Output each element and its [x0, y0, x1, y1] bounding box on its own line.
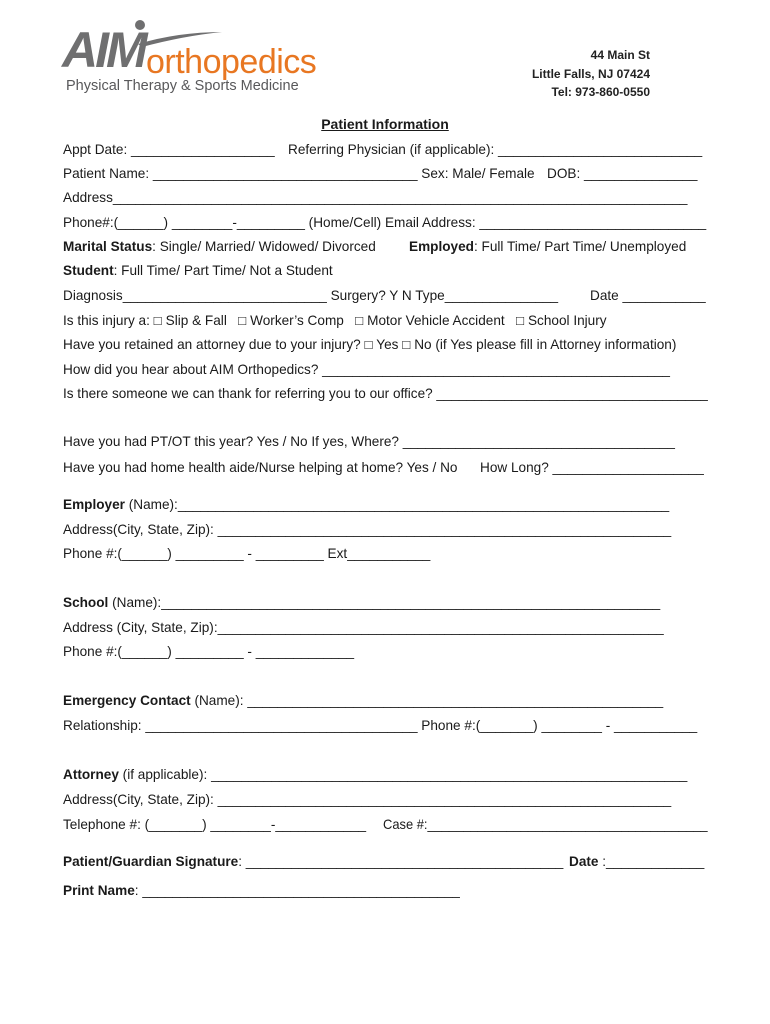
- attorney-telephone-field[interactable]: Telephone #: (_______) ________-____________: [63, 817, 367, 832]
- aim-orthopedics-logo: [62, 22, 322, 100]
- employer-phone-field[interactable]: Phone #:(______) _________ - _________ Ext___________: [63, 546, 431, 561]
- employer-name-field[interactable]: Employer (Name):_________________________________________________________________: [63, 497, 670, 512]
- emergency-contact-name-field[interactable]: Emergency Contact (Name): _______________________________________________________: [63, 693, 664, 708]
- home-health-aide-field[interactable]: Have you had home health aide/Nurse helping at home? Yes / No: [63, 460, 458, 475]
- school-phone-field[interactable]: Phone #:(______) _________ - _____________: [63, 644, 355, 659]
- employed-field[interactable]: [409, 239, 686, 254]
- marital-status-label: Marital Status: [63, 239, 153, 254]
- marital-status-field[interactable]: [63, 239, 376, 254]
- logo-aim-text: AIM: [62, 22, 145, 78]
- logo-orthopedics-text: orthopedics: [146, 43, 317, 81]
- address-street: 44 Main St: [590, 48, 650, 62]
- address-city: Little Falls, NJ 07424: [531, 66, 650, 81]
- phone-email-field[interactable]: Phone#:(______) ________-_________ (Home/Cell) Email Address: ______________________________: [63, 215, 707, 230]
- surgery-date-field[interactable]: Date ___________: [590, 288, 706, 303]
- how-long-field[interactable]: How Long? ____________________: [480, 460, 704, 475]
- injury-type-checkboxes[interactable]: Is this injury a: □ Slip & Fall □ Worker’s Comp □ Motor Vehicle Accident □ School Injury: [63, 313, 607, 328]
- marital-status-options: : Single/ Married/ Widowed/ Divorced: [152, 239, 376, 254]
- attorney-retained-checkboxes[interactable]: Have you retained an attorney due to your injury? □ Yes □ No (if Yes please fill in Attorney information): [63, 337, 677, 352]
- patient-name-sex-field[interactable]: Patient Name: ___________________________________ Sex: Male/ Female: [63, 166, 535, 181]
- school-label: School: [63, 595, 109, 610]
- attorney-name-field[interactable]: Attorney (if applicable): _______________________________________________________________: [63, 767, 688, 782]
- logo-subtitle: Physical Therapy & Sports Medicine: [66, 78, 299, 94]
- thank-referrer-field[interactable]: Is there someone we can thank for referring you to our office? ____________________________________: [63, 386, 708, 401]
- print-name-label: Print Name: [63, 883, 135, 898]
- referral-source-field[interactable]: How did you hear about AIM Orthopedics? ______________________________________________: [63, 362, 670, 377]
- attorney-label: Attorney: [63, 767, 119, 782]
- emergency-relationship-phone-field[interactable]: Relationship: ____________________________________ Phone #:(_______) ________ - ___________: [63, 718, 698, 733]
- student-options: : Full Time/ Part Time/ Not a Student: [113, 263, 333, 278]
- employer-address-field[interactable]: Address(City, State, Zip): ____________________________________________________________: [63, 522, 672, 537]
- school-address-field[interactable]: Address (City, State, Zip):___________________________________________________________: [63, 620, 664, 635]
- student-field[interactable]: [63, 263, 333, 278]
- signature-date-field[interactable]: Date :_____________: [569, 854, 705, 869]
- print-name-field[interactable]: Print Name: __________________________________________: [63, 883, 460, 898]
- school-name-field[interactable]: School (Name):__________________________________________________________________: [63, 595, 661, 610]
- form-title: Patient Information: [321, 116, 449, 132]
- signature-field[interactable]: Patient/Guardian Signature: __________________________________________: [63, 854, 564, 869]
- employed-options: : Full Time/ Part Time/ Unemployed: [473, 239, 687, 254]
- employer-label: Employer: [63, 497, 125, 512]
- address-field[interactable]: Address____________________________________________________________________________: [63, 190, 688, 205]
- diagnosis-surgery-field[interactable]: Diagnosis___________________________ Surgery? Y N Type_______________: [63, 288, 559, 303]
- employed-label: Employed: [409, 239, 474, 254]
- signature-label: Patient/Guardian Signature: [63, 854, 239, 869]
- student-label: Student: [63, 263, 114, 278]
- referring-physician-field[interactable]: Referring Physician (if applicable): ___________________________: [288, 142, 703, 157]
- emergency-contact-label: Emergency Contact: [63, 693, 191, 708]
- attorney-case-number-field[interactable]: Case #:_______________________________________: [383, 817, 708, 832]
- appt-date-field[interactable]: Appt Date: ___________________: [63, 142, 275, 157]
- dob-field[interactable]: DOB: _______________: [547, 166, 698, 181]
- attorney-address-field[interactable]: Address(City, State, Zip): ____________________________________________________________: [63, 792, 672, 807]
- practice-address: [532, 46, 650, 102]
- date-label: Date: [569, 854, 599, 869]
- address-phone: Tel: 973-860-0550: [551, 85, 650, 99]
- pt-ot-this-year-field[interactable]: Have you had PT/OT this year? Yes / No If yes, Where? ____________________________________: [63, 434, 675, 449]
